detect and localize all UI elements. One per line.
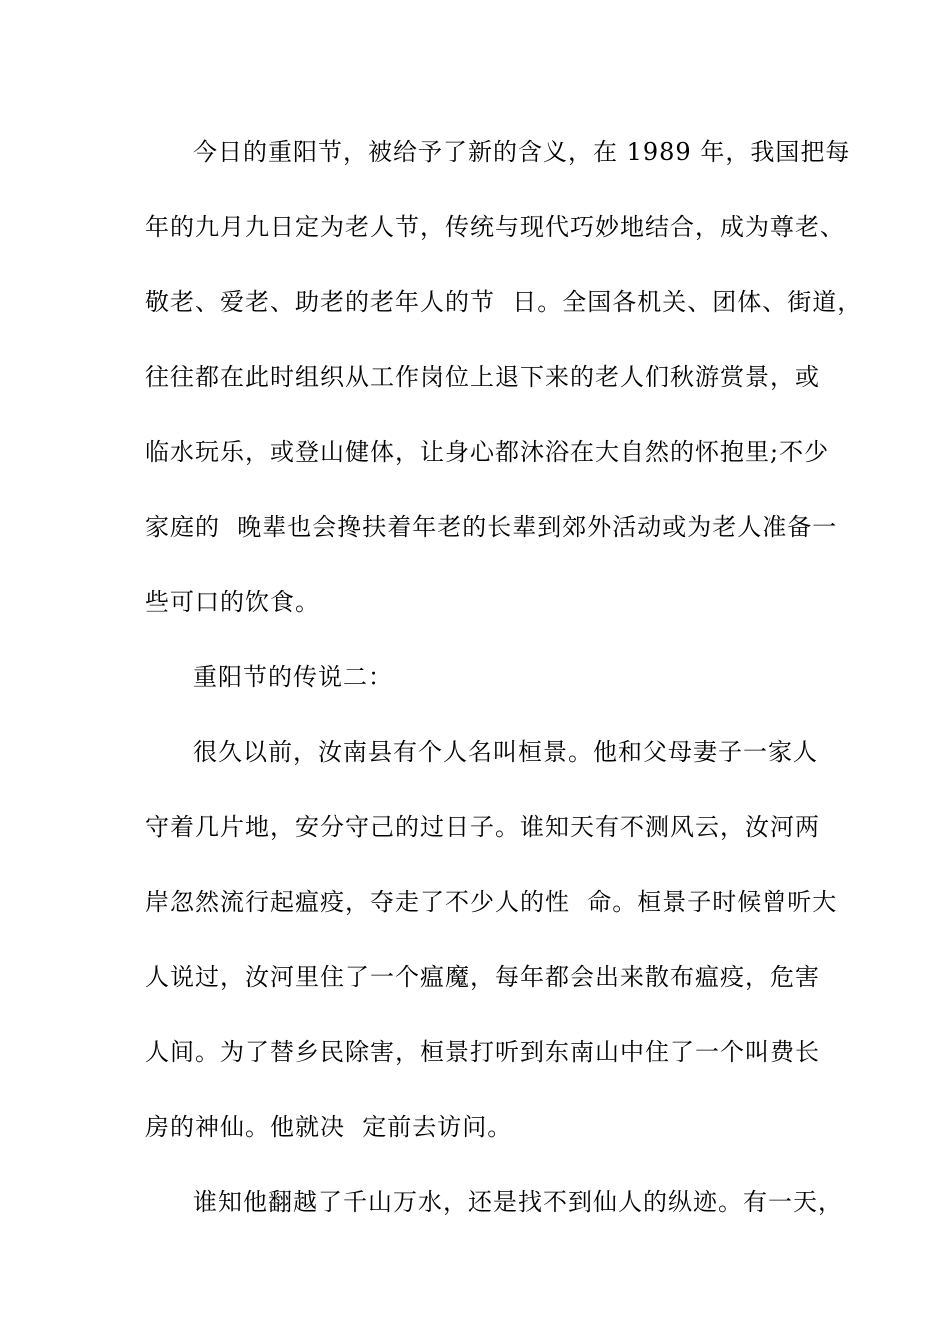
section-heading: 重阳节的传说二： [193, 663, 393, 691]
paragraph-line: 往往都在此时组织从工作岗位上退下来的老人们秋游赏景，或 [145, 363, 820, 391]
paragraph-line: 些可口的饮食。 [145, 588, 320, 616]
paragraph-line: 临水玩乐，或登山健体，让身心都沐浴在大自然的怀抱里;不少 [145, 438, 830, 466]
paragraph-line: 守着几片地，安分守己的过日子。谁知天有不测风云，汝河两 [145, 813, 820, 841]
paragraph-line: 今日的重阳节，被给予了新的含义，在 1989 年，我国把每 [193, 138, 851, 166]
paragraph-line: 谁知他翻越了千山万水，还是找不到仙人的纵迹。有一天， [193, 1188, 843, 1216]
paragraph-line: 房的神仙。他就决 定前去访问。 [145, 1113, 513, 1141]
paragraph-line: 家庭的 晚辈也会搀扶着年老的长辈到郊外活动或为老人准备一 [145, 513, 838, 541]
paragraph-line: 很久以前，汝南县有个人名叫桓景。他和父母妻子一家人 [193, 738, 818, 766]
paragraph-line: 人说过，汝河里住了一个瘟魔，每年都会出来散布瘟疫，危害 [145, 963, 820, 991]
paragraph-line: 人间。为了替乡民除害，桓景打听到东南山中住了一个叫费长 [145, 1038, 820, 1066]
paragraph-line: 岸忽然流行起瘟疫，夺走了不少人的性 命。桓景子时候曾听大 [145, 888, 838, 916]
paragraph-line: 敬老、爱老、助老的老年人的节 日。全国各机关、团体、街道， [145, 288, 863, 316]
paragraph-line: 年的九月九日定为老人节，传统与现代巧妙地结合，成为尊老、 [145, 213, 845, 241]
